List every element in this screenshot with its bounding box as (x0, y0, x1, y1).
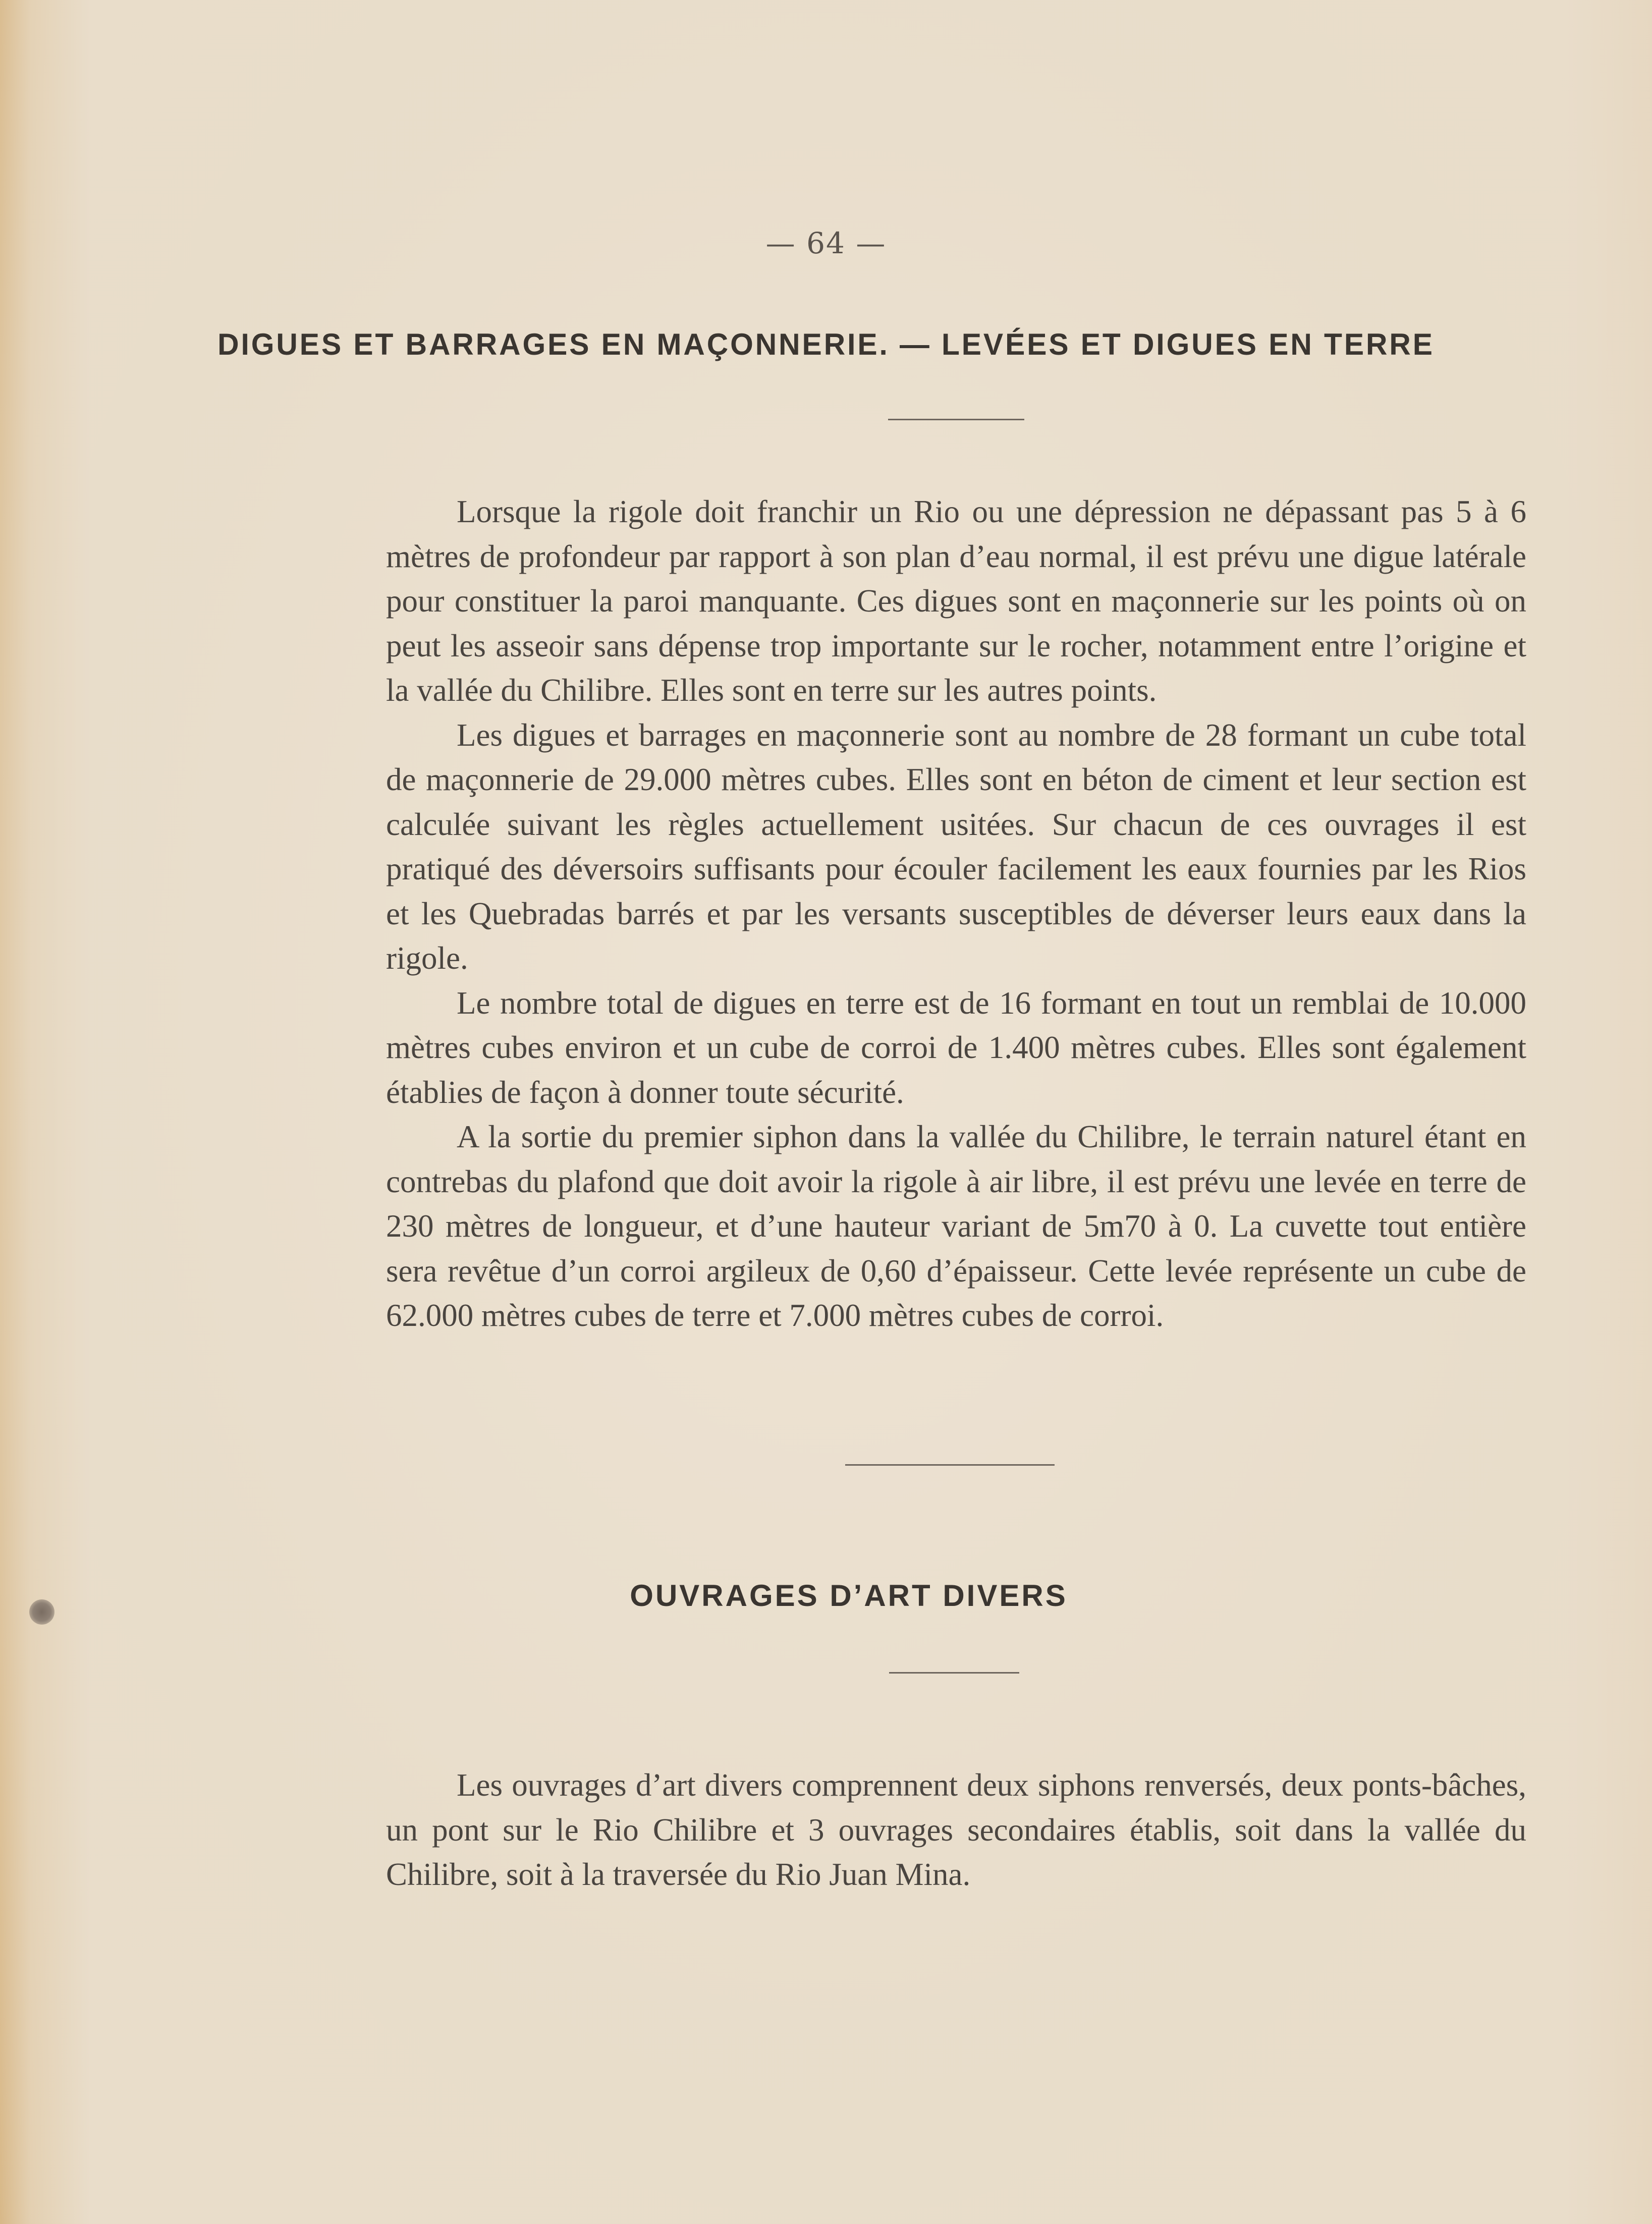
title-rule (889, 1672, 1019, 1674)
section-body-digues (386, 489, 1526, 1338)
title-rule (888, 419, 1024, 420)
section-title-digues: DIGUES ET BARRAGES EN MAÇONNERIE. — LEVÉES ET DIGUES EN TERRE (217, 327, 1435, 361)
paragraph: Les ouvrages d’art divers comprennent deux siphons renversés, deux ponts-bâches, un pont sur le Rio Chilibre et 3 ouvrages secondaires établis, soit dans la vallée du Chilibre, soit à la traversée du Rio Juan Mina. (386, 1767, 1526, 1892)
section-divider (845, 1464, 1055, 1466)
section-title-ouvrages: OUVRAGES D’ART DIVERS (630, 1579, 1068, 1613)
paragraph: A la sortie du premier siphon dans la vallée du Chilibre, le terrain naturel étant en contrebas du plafond que doit avoir la rigole à air libre, il est prévu une levée en terre de 230 mètres de longueur, et d’une hauteur variant de 5m70 à 0. La cuvette tout entière sera revêtue d’un corroi argileux de 0,60 d’épaisseur. Cette levée représente un cube de 62.000 mètres cubes de terre et 7.000 mètres cubes de corroi. (386, 1119, 1526, 1333)
page-number: — 64 — (765, 226, 887, 260)
paragraph: Le nombre total de digues en terre est de 16 formant en tout un remblai de 10.000 mètres cubes environ et un cube de corroi de 1.400 mètres cubes. Elles sont également établies de façon à donner toute sécurité. (386, 985, 1526, 1110)
paragraph: Les digues et barrages en maçonnerie sont au nombre de 28 formant un cube total de maçonnerie de 29.000 mètres cubes. Elles sont en béton de ciment et leur section est calculée suivant les règles actuellement usitées. Sur chacun de ces ouvrages il est pratiqué des déversoirs suffisants pour écouler facilement les eaux fournies par les Rios et les Quebradas barrés et par les versants susceptibles de déverser leurs eaux dans la rigole. (386, 717, 1526, 976)
binding-hole-mark (29, 1599, 54, 1625)
section-body-ouvrages (386, 1763, 1526, 1897)
paragraph: Lorsque la rigole doit franchir un Rio ou une dépression ne dépassant pas 5 à 6 mètres de profondeur par rapport à son plan d’eau normal, il est prévu une digue latérale pour constituer la paroi manquante. Ces digues sont en maçonnerie sur les points où on peut les asseoir sans dépense trop importante sur le rocher, notamment entre l’origine et la vallée du Chilibre. Elles sont en terre sur les autres points. (386, 494, 1526, 708)
